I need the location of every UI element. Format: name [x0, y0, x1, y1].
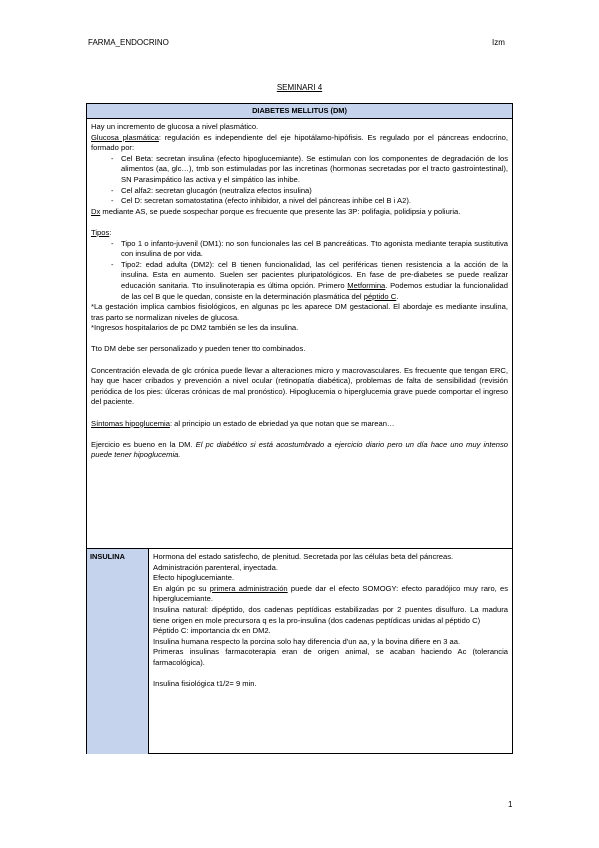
insulina-line: Insulina humana respecto la porcina solo hay diferencia d'un aa, y la bovina difiere en 3 aa.: [153, 636, 461, 646]
tipos-list: [91, 239, 508, 303]
ejercicio-paragraph: [91, 440, 508, 461]
list-item: [91, 260, 508, 302]
page-number: 1: [508, 800, 513, 809]
insulina-label: INSULINA: [87, 549, 149, 754]
sintomas-label: Síntomas hipoglucemia: [91, 418, 170, 428]
dx-label: Dx: [91, 206, 101, 216]
page-title: SEMINARI 4: [276, 83, 323, 92]
tipo2-text: .: [396, 291, 399, 301]
list-item: - Tipo 1 o infanto-juvenil (DM1): no son funcionales las cel B pancreáticas. Tto agonista mediante terapia sustitutiva con insulina de por vida.: [91, 239, 508, 260]
insulina-line: Administración parenteral, inyectada.: [153, 562, 278, 572]
section-title: DIABETES MELLITUS (DM): [87, 104, 512, 119]
dx-paragraph: [91, 207, 508, 218]
ejercicio-text: Ejercicio es bueno en la DM.: [91, 439, 196, 449]
insulina-line: Primeras insulinas farmacoterapia eran de origen animal, se acaban haciendo Ac (tolerancia farmacológica).: [153, 647, 508, 667]
header-course: FARMA_ENDOCRINO: [88, 38, 169, 47]
content-table: [86, 103, 513, 754]
insulina-line: Efecto hipoglucemiante.: [153, 573, 235, 583]
diabetes-section: [87, 119, 512, 461]
peptido-c-term: péptido C: [363, 291, 397, 301]
glucosa-label: Glucosa plasmática: [91, 132, 159, 142]
tto-paragraph: Tto DM debe ser personalizado y pueden tener tto combinados.: [91, 344, 306, 354]
sintomas-paragraph: [91, 419, 508, 430]
note-ingresos: *Ingresos hospitalarios de pc DM2 también se les da insulina.: [91, 323, 299, 333]
insulina-row: [87, 548, 512, 754]
concentracion-paragraph: Concentración elevada de glc crónica puede llevar a alteraciones micro y macrovasculares. Es frecuente que tengan ERC, hay que hacer cribados y prevención a nivel ocular (retinopatía diabética), problemas de falta de sensibilidad (revisión periódica de los pies: úlceras crónicas de mal pronóstico). Hipoglucemia o hiperglucemia grave puede comportar el ingreso del paciente.: [91, 365, 508, 407]
insulina-line: Insulina natural: dipéptido, dos cadenas peptídicas estabilizadas por 2 puentes disulfuro. La madura tiene origen en mole precursora q es la pro-insulina (dos cadenas peptídicas unidas al péptido C): [153, 604, 508, 625]
metformina-term: Metformina: [347, 280, 386, 290]
insulina-content: [149, 549, 512, 693]
insulina-text: puede dar el efecto SOMOGY: efecto paradójico muy raro, es hiperglucemiante.: [153, 583, 509, 604]
list-item: - Cel Beta: secretan insulina (efecto hipoglucemiante). Se estimulan con los componentes de degradación de los alimentos (aa, glc…), tmb son estimuladas por las incretinas (hormonas secretadas por el tracto gastrointestinal), SN Parasimpático las activa y el simpático las inhibe.: [91, 154, 508, 186]
insulina-line: Péptido C: importancia dx en DM2.: [153, 626, 271, 636]
list-item: - Cel D: secretan somatostatina (efecto inhibidor, a nivel del páncreas inhibe cel B i A2).: [91, 196, 508, 207]
insulina-line: Hormona del estado satisfecho, de plenitud. Secretada por las células beta del páncreas.: [153, 552, 454, 561]
sintomas-text: : al principio un estado de ebriedad ya que notan que se marean…: [169, 418, 395, 428]
dx-text: mediante AS, se puede sospechar porque es frecuente que presente las 3P: polifagia, polidipsia y poliuria.: [100, 206, 461, 216]
insulina-line: [153, 584, 508, 605]
intro-paragraph: Hay un incremento de glucosa a nivel plasmático.: [91, 122, 259, 131]
insulina-line: Insulina fisiológica t1/2= 9 min.: [153, 679, 257, 689]
header-author: Izm: [492, 38, 505, 47]
insulina-text: En algún pc su: [153, 583, 210, 593]
list-item: - Cel alfa2: secretan glucagón (neutraliza efectos insulina): [91, 186, 508, 197]
tipos-heading: Tipos:: [91, 227, 112, 237]
ejercicio-italic: El pc diabético si está acostumbrado a ejercicio diario pero un día hace uno muy intenso puede tener hipoglucemia.: [91, 439, 508, 460]
glucosa-text: : regulación es independiente del eje hipotálamo-hipófisis. Es regulado por el páncreas endocrino, formado por:: [91, 132, 509, 153]
primera-administracion-term: primera administración: [209, 583, 288, 593]
tipo2-text: Tipo2: edad adulta (DM2): cel B tienen funcionalidad, las cel periféricas tienen resistencia a la acción de la insulina. Esta en aumento. Suelen ser pacientes pluripatológicos. En fase de pre-diabetes se puede realizar educación sanitaria. Tto insulinoterapia es última opción. Primero: [121, 259, 508, 290]
tipo2-text: . Podemos estudiar la funcionalidad de las cel B que le quedan, consiste en la determinación plasmática del: [121, 280, 509, 301]
note-gestacion: *La gestación implica cambios fisiológicos, en algunas pc les aparece DM gestacional. El abordaje es mediante insulina, tras parto se normalizan niveles de glucosa.: [91, 302, 508, 322]
glucosa-paragraph: [91, 133, 508, 154]
tipos-label: Tipos: [91, 227, 110, 237]
cell-list: [91, 154, 508, 207]
